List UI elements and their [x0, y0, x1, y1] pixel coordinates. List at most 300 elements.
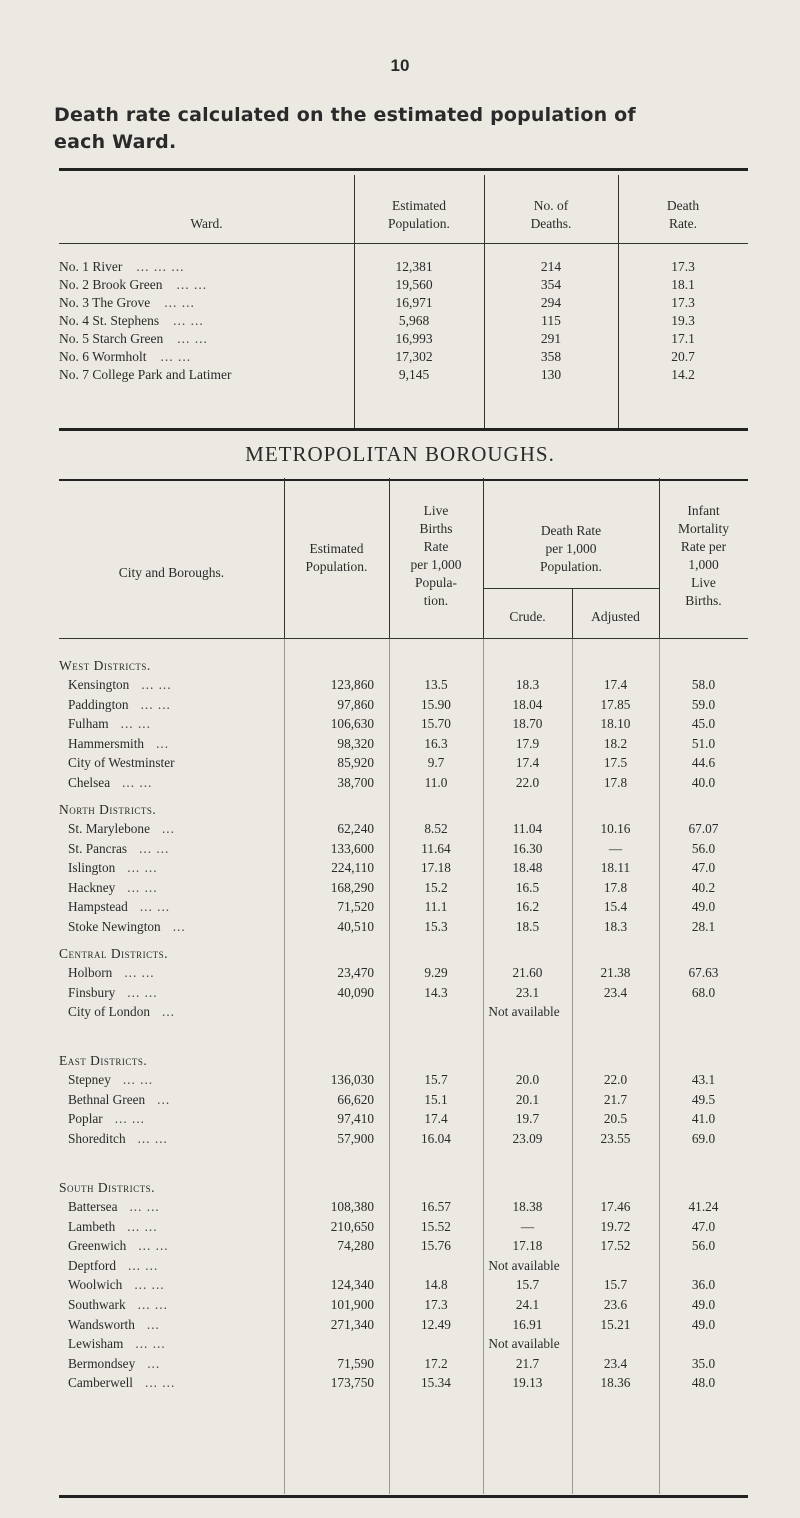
- borough-name: [68, 821, 175, 837]
- borough-population: 85,920: [337, 755, 374, 771]
- borough-name: [68, 1238, 169, 1254]
- borough-name-text: City of Westminster: [68, 755, 175, 771]
- ward-deaths: 358: [540, 349, 562, 364]
- live-births-rate: 12.49: [421, 1316, 451, 1332]
- crude-death-rate: 18.38: [512, 1199, 543, 1214]
- borough-row: [59, 697, 748, 715]
- borough-name-text: Battersea: [68, 1199, 118, 1214]
- borough-row: [59, 860, 748, 878]
- crude-death-rate: 16.91: [512, 1316, 543, 1332]
- borough-name-text: Hackney: [68, 879, 116, 895]
- leader-dots: ... ...: [140, 696, 171, 712]
- ward-table-row: [59, 295, 748, 313]
- page-number: 10: [390, 56, 410, 75]
- borough-row: [59, 1375, 748, 1393]
- crude-death-rate: 17.4: [515, 755, 540, 771]
- ward-table-row: [59, 277, 748, 295]
- borough-row: [59, 1092, 748, 1110]
- live-births-rate: 15.7: [424, 1072, 448, 1087]
- adjusted-death-rate: 22.0: [603, 1072, 628, 1087]
- death-rate-subheader-rule: [483, 588, 659, 589]
- page-heading: [54, 102, 754, 156]
- boroughs-table-bottom-rule: [59, 1495, 748, 1498]
- leader-dots: ... ...: [134, 1277, 165, 1293]
- borough-name-text: Paddington: [68, 696, 129, 712]
- adjusted-death-rate: 23.4: [603, 1355, 628, 1371]
- rate-col-header: Death Rate.: [666, 198, 700, 231]
- borough-row: [59, 899, 748, 917]
- adjusted-death-rate: 17.52: [600, 1238, 631, 1254]
- borough-name: [68, 716, 151, 732]
- borough-name-text: Stepney: [68, 1072, 111, 1087]
- crude-death-rate: 19.13: [512, 1375, 543, 1391]
- borough-population: 101,900: [330, 1297, 374, 1312]
- ward-name-text: No. 4 St. Stephens: [59, 313, 160, 328]
- borough-name: [68, 1356, 160, 1372]
- borough-name: [68, 985, 158, 1001]
- borough-name: [68, 697, 171, 713]
- live-births-rate: 15.76: [421, 1238, 451, 1254]
- live-births-rate: 16.3: [424, 735, 448, 751]
- births-col-header: Live Births Rate per 1,000 Popula- tion.: [410, 503, 462, 608]
- adjusted-death-rate: 15.21: [600, 1316, 631, 1332]
- ward-name: [59, 367, 339, 383]
- leader-dots: ... ...: [138, 1238, 169, 1254]
- live-births-rate: 15.2: [424, 879, 448, 895]
- borough-name: [68, 1092, 170, 1108]
- crude-death-rate: 21.60: [512, 965, 543, 980]
- infant-mortality-rate: 49.5: [691, 1091, 716, 1107]
- infant-mortality-rate: 67.63: [688, 965, 719, 980]
- crude-death-rate: 21.7: [515, 1355, 540, 1371]
- crude-death-rate: 17.18: [512, 1238, 543, 1254]
- infant-mortality-rate: 45.0: [691, 716, 716, 732]
- boroughs-table: [59, 478, 748, 1518]
- borough-name: [68, 1219, 158, 1235]
- ward-table-bottom-rule: [59, 428, 748, 431]
- borough-row: [59, 1277, 748, 1295]
- infant-mortality-rate: 56.0: [691, 840, 716, 856]
- ward-table-top-rule: [59, 168, 748, 171]
- ward-name: [59, 277, 339, 293]
- borough-population: 136,030: [330, 1072, 374, 1087]
- crude-death-rate: 11.04: [512, 821, 543, 836]
- infant-mortality-rate: 28.1: [691, 919, 716, 934]
- borough-name: [68, 755, 175, 771]
- borough-name-text: Hampstead: [68, 899, 128, 915]
- live-births-rate: 9.29: [424, 965, 448, 980]
- live-births-rate: 15.52: [421, 1218, 451, 1234]
- borough-name-text: Bermondsey: [68, 1355, 136, 1371]
- borough-name-text: Shoreditch: [68, 1130, 126, 1146]
- live-births-rate: 11.0: [424, 775, 448, 790]
- ward-death-rate: 18.1: [671, 277, 695, 292]
- population-col-header: Estimated Population.: [388, 198, 450, 231]
- borough-name: [68, 1111, 145, 1127]
- ward-name: [59, 295, 339, 311]
- borough-name-text: Fulham: [68, 716, 109, 732]
- boroughs-body-divider: [483, 638, 484, 1494]
- ward-death-rate: 17.1: [671, 331, 695, 346]
- adjusted-death-rate: 23.6: [603, 1297, 628, 1312]
- adjusted-death-rate: 23.4: [603, 984, 628, 1000]
- leader-dots: ... ...: [124, 965, 155, 980]
- live-births-rate: 16.57: [421, 1199, 451, 1214]
- borough-population: 133,600: [330, 840, 374, 856]
- adjusted-col-header: Adjusted: [591, 609, 640, 624]
- boroughs-title: METROPOLITAN BOROUGHS.: [245, 442, 555, 466]
- boroughs-body-divider: [659, 638, 660, 1494]
- ward-table-row: [59, 367, 748, 385]
- borough-population: 123,860: [330, 677, 374, 692]
- district-group-heading: Central Districts.: [59, 946, 169, 961]
- district-group-heading: West Districts.: [59, 658, 151, 673]
- infant-mortality-rate: 35.0: [691, 1355, 716, 1371]
- live-births-rate: 15.70: [421, 716, 451, 732]
- borough-population: 224,110: [331, 860, 374, 876]
- infant-mortality-rate: 44.6: [691, 755, 716, 771]
- borough-row: [59, 1317, 748, 1335]
- infant-mortality-rate: 68.0: [691, 984, 716, 1000]
- borough-row: [59, 919, 748, 937]
- ward-deaths: 130: [540, 367, 562, 382]
- borough-population: 23,470: [337, 965, 374, 980]
- leader-dots: ...: [172, 919, 186, 934]
- live-births-rate: 14.8: [424, 1277, 448, 1293]
- crude-death-rate: —: [520, 1218, 535, 1234]
- borough-row: [59, 1131, 748, 1149]
- infant-mortality-rate: 47.0: [691, 860, 716, 876]
- borough-population: 66,620: [337, 1091, 374, 1107]
- adjusted-death-rate: 17.85: [600, 696, 631, 712]
- infant-mortality-rate: 47.0: [691, 1218, 716, 1234]
- borough-name: [68, 899, 170, 915]
- leader-dots: ... ...: [122, 1072, 154, 1087]
- infant-mortality-col-header: Infant Mortality Rate per 1,000 Live Births.: [678, 503, 729, 608]
- leader-dots: ... ...: [173, 313, 204, 328]
- borough-row: [59, 1219, 748, 1237]
- borough-population: 97,410: [337, 1111, 374, 1127]
- adjusted-death-rate: 17.8: [603, 879, 628, 895]
- borough-name-text: Deptford: [68, 1257, 116, 1273]
- adjusted-death-rate: 21.7: [603, 1091, 628, 1107]
- infant-mortality-rate: 56.0: [691, 1238, 716, 1254]
- crude-death-rate: 22.0: [515, 775, 540, 790]
- borough-name: [68, 1199, 160, 1215]
- ward-table-row: [59, 349, 748, 367]
- leader-dots: ... ...: [127, 984, 158, 1000]
- infant-mortality-rate: 41.24: [688, 1199, 719, 1214]
- borough-name: [68, 1317, 160, 1333]
- borough-population: 168,290: [330, 879, 374, 895]
- borough-name: [68, 1336, 166, 1352]
- leader-dots: ...: [156, 735, 170, 751]
- adjusted-death-rate: 15.4: [603, 899, 628, 915]
- borough-population: 62,240: [337, 821, 374, 836]
- borough-name-text: Kensington: [68, 677, 130, 692]
- ward-deaths: 294: [540, 295, 562, 310]
- district-group-heading: South Districts.: [59, 1180, 156, 1195]
- ward-population: 12,381: [395, 259, 433, 274]
- borough-name: [68, 1004, 175, 1020]
- borough-population: 71,520: [337, 899, 374, 915]
- death-rate-col-header: Death Rate per 1,000 Population.: [540, 523, 602, 574]
- boroughs-body-divider: [389, 638, 390, 1494]
- boroughs-body-divider: [284, 638, 285, 1494]
- ward-population: 16,971: [395, 295, 433, 310]
- adjusted-death-rate: 18.10: [600, 716, 631, 732]
- borough-name: [68, 919, 186, 935]
- borough-name-text: Holborn: [68, 965, 113, 980]
- adjusted-death-rate: 10.16: [600, 821, 631, 836]
- borough-row: [59, 1258, 748, 1276]
- borough-population: 106,630: [330, 716, 374, 732]
- crude-col-header: Crude.: [509, 609, 546, 624]
- ward-death-rate: 20.7: [671, 349, 695, 364]
- leader-dots: ... ...: [164, 295, 195, 310]
- ward-population: 19,560: [395, 277, 433, 292]
- borough-row: [59, 1238, 748, 1256]
- leader-dots: ... ...: [135, 1336, 166, 1352]
- ward-deaths: 214: [540, 259, 562, 274]
- adjusted-death-rate: 18.11: [600, 860, 631, 876]
- infant-mortality-rate: 49.0: [691, 899, 716, 915]
- borough-row: [59, 1004, 748, 1022]
- ward-col-header: Ward.: [190, 216, 223, 231]
- borough-row: [59, 841, 748, 859]
- borough-name-text: Stoke Newington: [68, 919, 161, 934]
- live-births-rate: 17.3: [424, 1297, 448, 1312]
- borough-population: 210,650: [330, 1218, 374, 1234]
- borough-name: [68, 1258, 158, 1274]
- adjusted-death-rate: 20.5: [603, 1111, 628, 1127]
- ward-header-rule: [59, 243, 748, 244]
- borough-population: 74,280: [337, 1238, 374, 1254]
- live-births-rate: 15.1: [424, 1091, 448, 1107]
- leader-dots: ... ...: [145, 1375, 176, 1391]
- infant-mortality-rate: 43.1: [691, 1072, 716, 1087]
- borough-population: 97,860: [337, 696, 374, 712]
- ward-name: [59, 259, 339, 275]
- infant-mortality-rate: 49.0: [691, 1297, 716, 1312]
- leader-dots: ... ...: [122, 775, 153, 790]
- leader-dots: ...: [161, 821, 175, 836]
- adjusted-death-rate: 18.2: [603, 735, 628, 751]
- live-births-rate: 13.5: [424, 677, 448, 692]
- borough-name-text: Greenwich: [68, 1238, 127, 1254]
- borough-name-text: City of London: [68, 1004, 150, 1020]
- borough-row: [59, 755, 748, 773]
- crude-death-rate: 18.5: [515, 919, 540, 934]
- borough-name-text: Hammersmith: [68, 735, 145, 751]
- ward-name-text: No. 3 The Grove: [59, 295, 151, 310]
- ward-death-rate: 14.2: [671, 367, 695, 382]
- borough-name-text: Bethnal Green: [68, 1091, 146, 1107]
- borough-name: [68, 1297, 168, 1313]
- ward-deaths: 354: [540, 277, 562, 292]
- infant-mortality-rate: 69.0: [691, 1130, 716, 1146]
- leader-dots: ... ...: [120, 716, 151, 732]
- leader-dots: ... ...: [139, 899, 171, 915]
- borough-name-text: Chelsea: [68, 775, 111, 790]
- borough-row: [59, 775, 748, 793]
- borough-row: [59, 1199, 748, 1217]
- heading-line-2: each Ward.: [54, 131, 177, 153]
- crude-death-rate: 16.2: [515, 899, 540, 915]
- crude-death-rate: 24.1: [515, 1297, 540, 1312]
- borough-population: 40,090: [337, 984, 374, 1000]
- borough-name: [68, 1375, 175, 1391]
- not-available-note: Not available: [488, 1336, 560, 1352]
- live-births-rate: 17.18: [421, 860, 451, 876]
- ward-table-row: [59, 313, 748, 331]
- adjusted-death-rate: 21.38: [600, 965, 631, 980]
- ward-deaths: 291: [540, 331, 562, 346]
- adjusted-death-rate: 18.36: [600, 1375, 631, 1391]
- crude-death-rate: 23.1: [515, 984, 540, 1000]
- ward-name-text: No. 6 Wormholt: [59, 349, 147, 364]
- infant-mortality-rate: 40.0: [691, 775, 716, 790]
- infant-mortality-rate: 36.0: [691, 1277, 716, 1293]
- leader-dots: ... ...: [141, 677, 172, 692]
- ward-name-text: No. 7 College Park and Latimer: [59, 367, 232, 382]
- leader-dots: ... ...: [127, 1218, 158, 1234]
- borough-row: [59, 1297, 748, 1315]
- infant-mortality-rate: 59.0: [691, 696, 716, 712]
- borough-name-text: Wandsworth: [68, 1316, 135, 1332]
- leader-dots: ... ...: [127, 879, 158, 895]
- adjusted-death-rate: —: [608, 840, 623, 856]
- ward-death-rate: 17.3: [671, 295, 695, 310]
- borough-name-text: Islington: [68, 860, 116, 876]
- city-col-header: City and Boroughs.: [118, 565, 225, 580]
- heading-line-1: Death rate calculated on the estimated population of: [54, 104, 636, 126]
- leader-dots: ... ...: [127, 860, 158, 876]
- infant-mortality-rate: 51.0: [691, 735, 716, 751]
- borough-row: [59, 736, 748, 754]
- crude-death-rate: 17.9: [515, 735, 540, 751]
- borough-population: 271,340: [330, 1316, 374, 1332]
- b-population-col-header: Estimated Population.: [305, 541, 368, 574]
- leader-dots: ... ...: [137, 1130, 168, 1146]
- boroughs-header-rule: [59, 638, 748, 639]
- adjusted-death-rate: 23.55: [600, 1130, 631, 1146]
- borough-name-text: Finsbury: [68, 984, 116, 1000]
- leader-dots: ...: [147, 1355, 161, 1371]
- borough-name: [68, 841, 169, 857]
- borough-name-text: Southwark: [68, 1297, 126, 1312]
- borough-name: [68, 677, 172, 693]
- adjusted-death-rate: 17.5: [603, 755, 628, 771]
- district-group-heading: North Districts.: [59, 802, 157, 817]
- live-births-rate: 17.2: [424, 1355, 448, 1371]
- borough-population: 98,320: [337, 735, 374, 751]
- borough-name-text: Poplar: [68, 1111, 103, 1127]
- leader-dots: ...: [162, 1004, 175, 1020]
- ward-name-text: No. 1 River: [59, 259, 123, 274]
- borough-row: [59, 716, 748, 734]
- adjusted-death-rate: 18.3: [603, 919, 628, 934]
- not-available-note: Not available: [488, 1257, 560, 1273]
- crude-death-rate: 18.04: [512, 696, 543, 712]
- borough-name: [68, 1072, 153, 1088]
- crude-death-rate: 16.5: [515, 879, 540, 895]
- crude-death-rate: 16.30: [512, 840, 543, 856]
- borough-name: [68, 1277, 165, 1293]
- infant-mortality-rate: 40.2: [691, 879, 716, 895]
- borough-name-text: St. Marylebone: [68, 821, 150, 836]
- infant-mortality-rate: 48.0: [691, 1375, 716, 1391]
- adjusted-death-rate: 17.46: [600, 1199, 631, 1214]
- adjusted-death-rate: 17.4: [603, 677, 628, 692]
- crude-death-rate: 15.7: [515, 1277, 540, 1293]
- borough-row: [59, 880, 748, 898]
- leader-dots: ... ...: [128, 1257, 159, 1273]
- ward-table: [59, 175, 748, 430]
- borough-row: [59, 1111, 748, 1129]
- live-births-rate: 14.3: [424, 984, 448, 1000]
- borough-name-text: Lambeth: [68, 1218, 116, 1234]
- live-births-rate: 11.1: [424, 899, 448, 915]
- district-group-heading: East Districts.: [59, 1053, 148, 1068]
- live-births-rate: 15.3: [424, 919, 448, 934]
- borough-row: [59, 1336, 748, 1354]
- crude-death-rate: 18.70: [512, 716, 543, 732]
- leader-dots: ... ...: [129, 1199, 160, 1214]
- crude-death-rate: 23.09: [512, 1130, 543, 1146]
- live-births-rate: 11.64: [421, 840, 451, 856]
- ward-name: [59, 349, 339, 365]
- leader-dots: ... ...: [160, 349, 192, 364]
- live-births-rate: 15.90: [421, 696, 451, 712]
- borough-population: 124,340: [330, 1277, 374, 1293]
- borough-row: [59, 821, 748, 839]
- borough-name: [68, 860, 158, 876]
- borough-name-text: Lewisham: [68, 1336, 124, 1352]
- leader-dots: ... ...: [139, 840, 170, 856]
- live-births-rate: 15.34: [421, 1375, 451, 1391]
- borough-population: 71,590: [337, 1355, 374, 1371]
- ward-death-rate: 19.3: [671, 313, 695, 328]
- adjusted-death-rate: 17.8: [603, 775, 628, 790]
- leader-dots: ... ...: [114, 1111, 145, 1127]
- ward-death-rate: 17.3: [671, 259, 695, 274]
- borough-population: 57,900: [337, 1130, 374, 1146]
- leader-dots: ... ... ...: [136, 259, 185, 274]
- borough-name: [68, 1131, 168, 1147]
- adjusted-death-rate: 19.72: [600, 1218, 631, 1234]
- crude-death-rate: 20.0: [515, 1072, 540, 1087]
- live-births-rate: 17.4: [424, 1111, 448, 1127]
- infant-mortality-rate: 49.0: [691, 1316, 716, 1332]
- crude-death-rate: 20.1: [515, 1091, 540, 1107]
- ward-table-row: [59, 331, 748, 349]
- borough-population: 173,750: [330, 1375, 374, 1391]
- borough-row: [59, 677, 748, 695]
- crude-death-rate: 18.3: [515, 677, 540, 692]
- leader-dots: ... ...: [176, 277, 208, 292]
- deaths-col-header: No. of Deaths.: [530, 198, 572, 231]
- borough-name: [68, 880, 158, 896]
- borough-name-text: Camberwell: [68, 1375, 133, 1391]
- ward-name: [59, 331, 339, 347]
- borough-population: 40,510: [337, 919, 374, 934]
- ward-name-text: No. 2 Brook Green: [59, 277, 163, 292]
- borough-row: [59, 1356, 748, 1374]
- ward-deaths: 115: [541, 313, 561, 328]
- ward-population: 17,302: [395, 349, 433, 364]
- live-births-rate: 8.52: [424, 821, 448, 836]
